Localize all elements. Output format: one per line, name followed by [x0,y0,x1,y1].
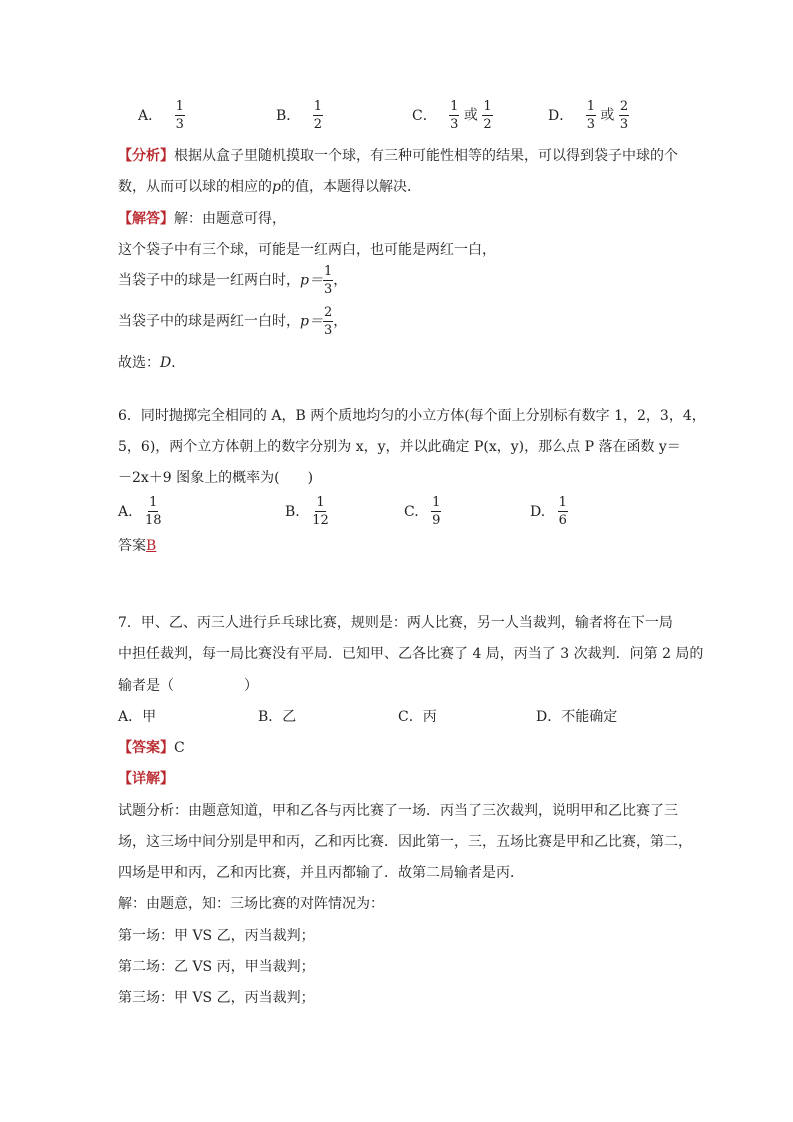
q7-line2: 中担任裁判，每一局比赛没有平局．已知甲、乙各比赛了 4 局，丙当了 3 次裁判．问第 2 局的 [118,646,704,662]
analysis-text: 的值，本题得以解决． [280,179,421,195]
fraction: $\frac{1}{9}$ [432,495,441,528]
q6-option-a [118,496,162,527]
q7-line1: 7．甲、乙、丙三人进行乒乓球比赛，规则是：两人比赛，另一人当裁判，输者将在下一局 [118,615,673,631]
q7-line3: 输者是（ ） [118,678,258,694]
fraction: $\frac{1}{3}$ [586,99,595,132]
fraction: $\frac{1}{2}$ [313,99,323,132]
q6-option-d [530,496,568,527]
punctuation: ． [171,355,186,371]
q5-case2 [118,306,347,337]
answer-text: 解：由题意可得， [174,211,286,227]
q7-answer [118,737,185,757]
q6-line3: －2x＋9 图象上的概率为( ) [118,470,314,486]
q7-option-b: B．乙 [258,709,297,725]
q5-analysis-line2 [118,176,421,196]
q7-detail-line3: 四场是甲和丙，乙和丙比赛，并且丙都输了．故第二局输者是丙． [118,865,524,881]
q7-option-a: A．甲 [118,709,157,725]
variable-p: p [272,179,281,195]
answer-link[interactable]: B [146,538,157,554]
q6-line2: 5，6)，两个立方体朝上的数字分别为 x，y，并以此确定 P(x，y)，那么点 P 落在函数 y＝ [118,439,681,455]
q7-match1: 第一场：甲 VS 乙，丙当裁判； [118,928,315,944]
answer-label: 答案 [118,538,146,554]
fraction: $\frac{1}{18}$ [145,495,162,528]
q7-detail-line1: 试题分析：由题意知道，甲和乙各与丙比赛了一场．丙当了三次裁判，说明甲和乙比赛了三 [118,803,678,819]
analysis-text: 数，从而可以球的相应的 [118,179,272,195]
option-label: D. [530,503,546,520]
q7-option-d: D．不能确定 [536,709,618,725]
q7-match2: 第二场：乙 VS 丙，甲当裁判； [118,959,315,975]
fraction: $\frac{1}{6}$ [558,495,567,528]
option-label: D． [548,107,574,124]
option-label: A. [118,503,133,520]
answer-tag: 【答案】 [118,740,174,756]
q6-option-c [404,496,441,527]
q5-option-c [412,100,493,131]
case-text: 当袋子中的球是两红一白时， [118,313,300,330]
q5-choose [118,352,185,372]
punctuation: ， [333,313,348,330]
fraction: $\frac{1}{12}$ [312,495,329,528]
q7-option-c: C．丙 [398,709,437,725]
option-label: B. [285,503,300,520]
or-text: 或 [463,107,478,124]
q7-detail-line2: 场，这三场中间分别是甲和丙，乙和丙比赛．因此第一，三，五场比赛是甲和乙比赛，第二， [118,834,692,850]
q5-case1 [118,265,347,296]
q5-option-a [138,100,185,131]
choose-text: 故选： [118,355,160,371]
q7-solve-line: 解：由题意，知：三场比赛的对阵情况为： [118,896,384,912]
q7-match3: 第三场：甲 VS 乙，丙当裁判； [118,990,315,1006]
q6-line1: 6．同时抛掷完全相同的 A，B 两个质地均匀的小立方体(每个面上分别标有数字 1，2，3，4， [118,408,706,424]
option-label: C. [404,503,419,520]
q5-answer-line1 [118,208,286,228]
case-text: 当袋子中的球是一红两白时， [118,272,300,289]
or-text: 或 [600,107,615,124]
variable-p: p＝ [300,313,323,330]
fraction: $\frac{2}{3}$ [323,305,333,338]
q6-option-b [285,496,329,527]
option-label: B． [276,107,301,124]
choose-value: D [160,355,172,371]
q5-option-d [548,100,629,131]
option-label: A． [138,107,163,124]
fraction: $\frac{1}{3}$ [323,264,333,297]
q7-detail-tag: 【详解】 [118,771,174,787]
variable-p: p＝ [300,272,323,289]
fraction: $\frac{1}{3}$ [450,99,459,132]
q5-answer-line2: 这个袋子中有三个球，可能是一红两白，也可能是两红一白， [118,242,496,258]
q6-answer [118,535,156,555]
q5-option-b [276,100,323,131]
analysis-text: 根据从盒子里随机摸取一个球，有三种可能性相等的结果，可以得到袋子中球的个 [174,148,678,164]
fraction: $\frac{1}{2}$ [483,99,492,132]
fraction: $\frac{2}{3}$ [619,99,629,132]
punctuation: ， [333,272,348,289]
answer-tag: 【解答】 [118,211,174,227]
fraction: $\frac{1}{3}$ [175,99,184,132]
answer-value: C [174,740,185,756]
q5-analysis-line1 [118,145,678,165]
option-label: C． [412,107,437,124]
analysis-tag: 【分析】 [118,148,174,164]
